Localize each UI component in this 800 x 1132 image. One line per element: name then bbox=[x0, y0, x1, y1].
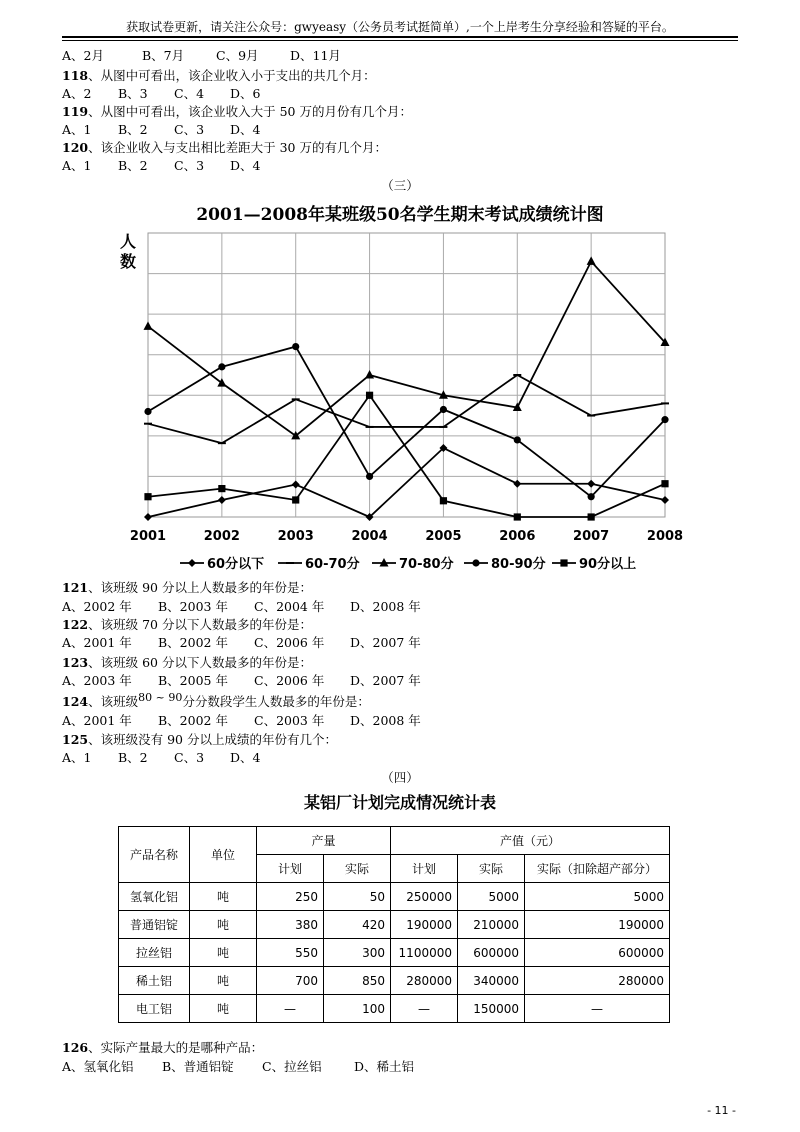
option: D、2008 年 bbox=[350, 713, 421, 728]
question-text: 、该班级 60 分以下人数最多的年份是： bbox=[88, 655, 312, 670]
question-text: 、从图中可看出，该企业收入小于支出的共几个月： bbox=[88, 68, 376, 83]
option: B、普通铝锭 bbox=[162, 1059, 234, 1074]
table-row bbox=[119, 939, 670, 967]
option: B、2002 年 bbox=[158, 713, 228, 728]
question-text: 、该班级 90 分以上人数最多的年份是： bbox=[88, 580, 312, 595]
data-point bbox=[292, 496, 299, 503]
data-point bbox=[661, 480, 668, 487]
table-cell: 1100000 bbox=[391, 939, 458, 967]
data-point bbox=[514, 513, 521, 520]
data-point bbox=[144, 321, 153, 330]
table-cell: 拉丝铝 bbox=[119, 939, 190, 967]
table-cell: 600000 bbox=[458, 939, 525, 967]
question-number: 120 bbox=[62, 140, 89, 155]
table-cell: 300 bbox=[324, 939, 391, 967]
table-cell: — bbox=[525, 995, 670, 1023]
question-number: 122 bbox=[62, 617, 89, 632]
option: B、3 bbox=[118, 86, 148, 101]
table-cell: 700 bbox=[257, 967, 324, 995]
question-number: 125 bbox=[62, 732, 89, 747]
question-122 bbox=[62, 615, 312, 633]
x-tick-label: 2002 bbox=[203, 529, 240, 544]
option: B、2 bbox=[118, 750, 148, 765]
question-120-options bbox=[62, 156, 260, 174]
q117-options bbox=[62, 46, 341, 64]
option: D、4 bbox=[230, 750, 261, 765]
legend-label: 80-90分 bbox=[491, 557, 546, 572]
data-point bbox=[661, 496, 669, 504]
table-cell: 250 bbox=[257, 883, 324, 911]
option: A、2月 bbox=[62, 48, 104, 63]
option: D、2007 年 bbox=[350, 635, 421, 650]
score-range: 80 ~ 90 bbox=[138, 691, 183, 704]
option: C、2006 年 bbox=[254, 635, 325, 650]
header-cell: 产值（元） bbox=[391, 827, 670, 855]
option: C、2006 年 bbox=[254, 673, 325, 688]
question-number: 126 bbox=[62, 1040, 89, 1055]
question-text: 分分数段学生人数最多的年份是： bbox=[182, 694, 370, 709]
question-text: 、该企业收入与支出相比差距大于 30 万的有几个月： bbox=[88, 140, 387, 155]
header-cell: 单位 bbox=[190, 827, 257, 883]
option: C、9月 bbox=[216, 48, 259, 63]
x-tick-label: 2004 bbox=[351, 529, 388, 544]
option: B、7月 bbox=[142, 48, 185, 63]
table-row bbox=[119, 883, 670, 911]
x-tick-label: 2001 bbox=[129, 529, 167, 544]
table-cell: 340000 bbox=[458, 967, 525, 995]
option: D、2008 年 bbox=[350, 599, 421, 614]
data-point bbox=[587, 256, 596, 265]
table-row bbox=[119, 967, 670, 995]
y-axis-label: 人 bbox=[120, 232, 137, 251]
question-126 bbox=[62, 1038, 263, 1056]
table-cell: 吨 bbox=[190, 967, 257, 995]
table-cell: — bbox=[391, 995, 458, 1023]
table-cell: 150000 bbox=[458, 995, 525, 1023]
option: C、2004 年 bbox=[254, 599, 325, 614]
header-rule-thin bbox=[62, 40, 738, 41]
option: D、6 bbox=[230, 86, 261, 101]
option: C、4 bbox=[174, 86, 205, 101]
section-label: （四） bbox=[381, 770, 419, 785]
data-point bbox=[292, 481, 300, 489]
option: A、2001 年 bbox=[62, 635, 132, 650]
series-line bbox=[148, 347, 665, 497]
option: D、稀土铝 bbox=[354, 1059, 415, 1074]
table-cell: 280000 bbox=[391, 967, 458, 995]
header-cell: 实际（扣除超产部分） bbox=[525, 855, 670, 883]
data-point bbox=[365, 370, 374, 379]
option: B、2003 年 bbox=[158, 599, 228, 614]
table-cell: 5000 bbox=[458, 883, 525, 911]
question-number: 124 bbox=[62, 694, 89, 709]
option: B、2 bbox=[118, 122, 148, 137]
data-point bbox=[514, 436, 521, 443]
question-125 bbox=[62, 730, 337, 748]
x-tick-label: 2007 bbox=[573, 529, 610, 544]
data-point bbox=[144, 408, 151, 415]
question-text: 、该班级 70 分以下人数最多的年份是： bbox=[88, 617, 312, 632]
question-122-options bbox=[62, 633, 421, 651]
data-table bbox=[118, 826, 670, 1023]
question-121 bbox=[62, 578, 312, 596]
table-cell: 190000 bbox=[391, 911, 458, 939]
table-title: 某铝厂计划完成情况统计表 bbox=[303, 793, 496, 812]
question-125-options bbox=[62, 748, 260, 766]
table-cell: 吨 bbox=[190, 911, 257, 939]
header-cell: 产量 bbox=[257, 827, 391, 855]
data-point bbox=[513, 480, 521, 488]
option: D、4 bbox=[230, 158, 261, 173]
table-cell: 600000 bbox=[525, 939, 670, 967]
option: C、2003 年 bbox=[254, 713, 325, 728]
option: A、2003 年 bbox=[62, 673, 132, 688]
line-chart bbox=[0, 220, 800, 600]
x-tick-label: 2006 bbox=[499, 529, 536, 544]
header-cell: 实际 bbox=[324, 855, 391, 883]
option: C、3 bbox=[174, 122, 205, 137]
table-cell: 稀土铝 bbox=[119, 967, 190, 995]
question-number: 123 bbox=[62, 655, 89, 670]
data-point bbox=[217, 378, 226, 387]
option: A、2 bbox=[62, 86, 92, 101]
table-cell: 普通铝锭 bbox=[119, 911, 190, 939]
data-point bbox=[588, 493, 595, 500]
table-cell: — bbox=[257, 995, 324, 1023]
question-124-options bbox=[62, 711, 421, 729]
x-tick-label: 2008 bbox=[646, 529, 684, 544]
option: D、4 bbox=[230, 122, 261, 137]
x-tick-label: 2005 bbox=[425, 529, 462, 544]
table-header-row bbox=[119, 827, 670, 855]
option: D、2007 年 bbox=[350, 673, 421, 688]
header-cell: 产品名称 bbox=[119, 827, 190, 883]
option: A、2001 年 bbox=[62, 713, 132, 728]
data-point bbox=[218, 485, 225, 492]
legend-label: 70-80分 bbox=[399, 557, 454, 572]
legend-marker bbox=[472, 559, 479, 566]
question-text: 、从图中可看出，该企业收入大于 50 万的月份有几个月： bbox=[88, 104, 412, 119]
table-cell: 5000 bbox=[525, 883, 670, 911]
option: C、拉丝铝 bbox=[262, 1059, 322, 1074]
option: C、3 bbox=[174, 750, 205, 765]
question-124 bbox=[62, 692, 370, 710]
table-cell: 280000 bbox=[525, 967, 670, 995]
table-cell: 电工铝 bbox=[119, 995, 190, 1023]
legend-marker bbox=[560, 559, 567, 566]
y-axis-label: 数 bbox=[120, 252, 137, 271]
option: B、2005 年 bbox=[158, 673, 228, 688]
table-cell: 380 bbox=[257, 911, 324, 939]
question-119-options bbox=[62, 120, 260, 138]
table-cell: 100 bbox=[324, 995, 391, 1023]
series-line bbox=[148, 448, 665, 517]
option: C、3 bbox=[174, 158, 205, 173]
table-row bbox=[119, 995, 670, 1023]
data-point bbox=[144, 513, 152, 521]
header-cell: 计划 bbox=[257, 855, 324, 883]
question-119 bbox=[62, 102, 412, 120]
data-point bbox=[144, 493, 151, 500]
question-number: 121 bbox=[62, 580, 89, 595]
page-number: - 11 - bbox=[707, 1104, 736, 1117]
table-cell: 210000 bbox=[458, 911, 525, 939]
legend-label: 60-70分 bbox=[305, 557, 360, 572]
option: A、1 bbox=[62, 158, 92, 173]
page-header: 获取试卷更新，请关注公众号：gwyeasy（公务员考试挺简单）,一个上岸考生分享经验和答疑的平台。 bbox=[126, 20, 674, 34]
option: A、1 bbox=[62, 122, 92, 137]
data-point bbox=[588, 513, 595, 520]
table-cell: 850 bbox=[324, 967, 391, 995]
option: D、11月 bbox=[290, 48, 341, 63]
question-text: 、实际产量最大的是哪种产品： bbox=[88, 1040, 264, 1055]
data-point bbox=[366, 473, 373, 480]
data-point bbox=[366, 392, 373, 399]
option: B、2002 年 bbox=[158, 635, 228, 650]
question-number: 118 bbox=[62, 68, 89, 83]
table-cell: 250000 bbox=[391, 883, 458, 911]
option: B、2 bbox=[118, 158, 148, 173]
question-120 bbox=[62, 138, 387, 156]
legend-label: 90分以上 bbox=[579, 557, 637, 572]
option: A、氢氧化铝 bbox=[62, 1059, 134, 1074]
data-point bbox=[587, 480, 595, 488]
header-cell: 实际 bbox=[458, 855, 525, 883]
data-point bbox=[440, 406, 447, 413]
question-number: 119 bbox=[62, 104, 89, 119]
option: A、2002 年 bbox=[62, 599, 132, 614]
table-cell: 50 bbox=[324, 883, 391, 911]
question-text: 、该班级没有 90 分以上成绩的年份有几个： bbox=[88, 732, 337, 747]
data-point bbox=[218, 496, 226, 504]
question-121-options bbox=[62, 597, 421, 615]
table-row bbox=[119, 911, 670, 939]
data-point bbox=[440, 497, 447, 504]
table-cell: 氢氧化铝 bbox=[119, 883, 190, 911]
legend-label: 60分以下 bbox=[207, 557, 265, 572]
question-123-options bbox=[62, 671, 421, 689]
question-118 bbox=[62, 66, 376, 84]
plot-area bbox=[148, 233, 665, 517]
table-cell: 420 bbox=[324, 911, 391, 939]
table-cell: 吨 bbox=[190, 995, 257, 1023]
data-point bbox=[661, 416, 668, 423]
header-cell: 计划 bbox=[391, 855, 458, 883]
data-point bbox=[218, 363, 225, 370]
header-rule bbox=[62, 36, 738, 38]
x-tick-label: 2003 bbox=[277, 529, 314, 544]
question-text: 、该班级 bbox=[88, 694, 139, 709]
table-cell: 吨 bbox=[190, 939, 257, 967]
question-118-options bbox=[62, 84, 260, 102]
chart-title: 2001—2008年某班级50名学生期末考试成绩统计图 bbox=[196, 205, 604, 225]
option: A、1 bbox=[62, 750, 92, 765]
question-126-options bbox=[62, 1057, 414, 1075]
legend-marker bbox=[188, 559, 196, 567]
series-line bbox=[148, 261, 665, 435]
question-123 bbox=[62, 653, 312, 671]
table-cell: 550 bbox=[257, 939, 324, 967]
table-cell: 190000 bbox=[525, 911, 670, 939]
table-cell: 吨 bbox=[190, 883, 257, 911]
data-point bbox=[292, 343, 299, 350]
section-label: （三） bbox=[381, 178, 419, 193]
